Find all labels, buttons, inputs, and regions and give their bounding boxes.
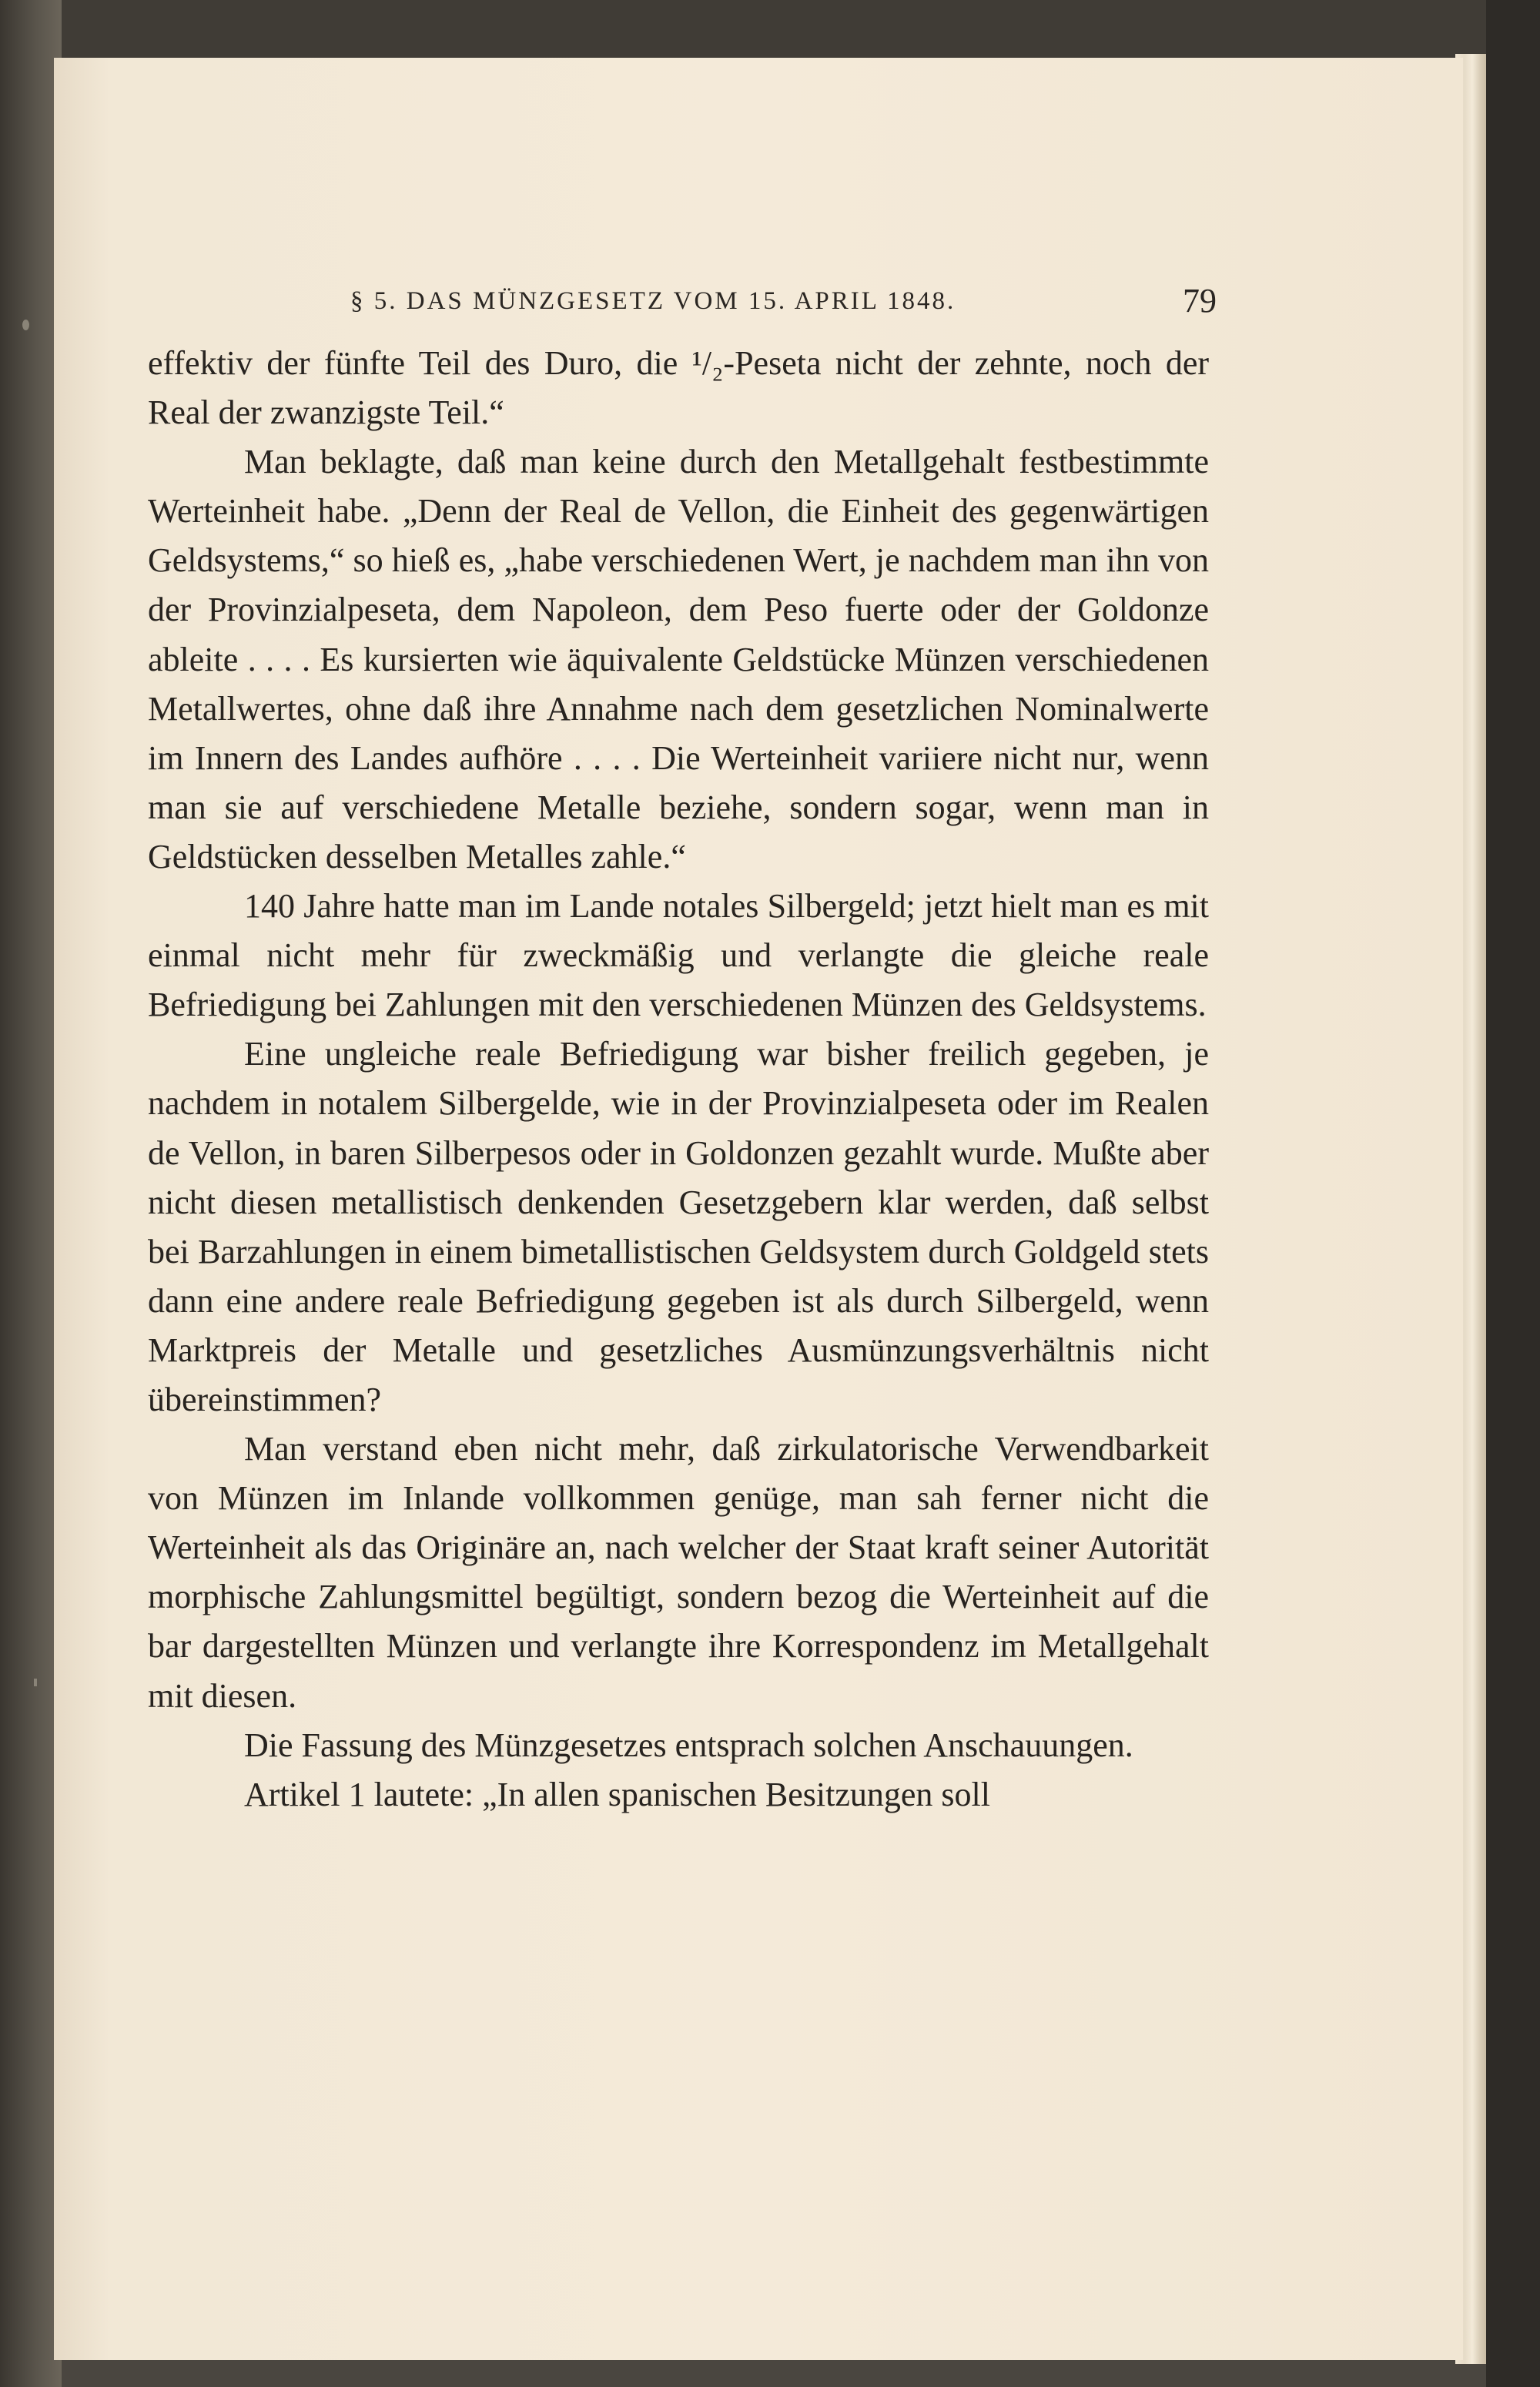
paragraph: Man verstand eben nicht mehr, daß zirkulatorische Verwendbarkeit von Münzen im Inlande vollkommen genüge, man sah ferner nicht die Werteinheit als das Originäre an, nach welcher der Staat kraft seiner Autorität morphische Zahlungsmittel begültigt, sondern bezog die Werteinheit auf die bar dargestellten Münzen und verlangte ihre Korrespondenz im Metallgehalt mit diesen. — [148, 1430, 1209, 1715]
margin-speck — [34, 1679, 37, 1686]
book-binding — [0, 0, 62, 2387]
paragraph: Eine ungleiche reale Befriedigung war bisher freilich gegeben, je nachdem in notalem Silbergelde, wie in der Provinzialpeseta oder im Realen de Vellon, in baren Silberpesos oder in Goldonzen gezahlt wurde. Mußte aber nicht diesen metallistisch denkenden Gesetzgebern klar werden, daß selbst bei Barzahlungen in einem bimetallistischen Geldsystem durch Goldgeld stets dann eine andere reale Befriedigung gegeben ist als durch Silbergeld, wenn Marktpreis der Metalle und gesetzliches Ausmünzungsverhältnis nicht übereinstimmen? — [148, 1035, 1209, 1418]
paragraph: Man beklagte, daß man keine durch den Metallgehalt festbestimmte Werteinheit habe. „Denn der Real de Vellon, die Einheit des gegenwärtigen Geldsystems,“ so hieß es, „habe verschiedenen Wert, je nachdem man ihn von der Provinzialpeseta, dem Napoleon, dem Peso fuerte oder der Goldonze ableite . . . . Es kursierten wie äquivalente Geldstücke Münzen verschiedenen Metallwertes, ohne daß ihre Annahme nach dem gesetzlichen Nominalwerte im Innern des Landes aufhöre . . . . Die Werteinheit variiere nicht nur, wenn man sie auf verschiedene Metalle beziehe, sondern sogar, wenn man in Geldstücken desselben Metalles zahle.“ — [148, 443, 1209, 875]
margin-speck — [22, 320, 29, 330]
scan-top-border — [0, 0, 1540, 62]
paragraph: effektiv der fünfte Teil des Duro, die ¹/₂-Peseta nicht der zehnte, noch der Real der zwanzigste Teil.“ — [148, 344, 1209, 432]
paragraph: 140 Jahre hatte man im Lande notales Silbergeld; jetzt hielt man es mit einmal nicht mehr für zweckmäßig und verlangte die gleiche reale Befriedigung bei Zahlungen mit den verschiedenen Münzen des Geldsystems. — [148, 887, 1209, 1024]
body-text — [148, 339, 1209, 1820]
page-header — [350, 281, 1217, 327]
running-head: § 5. DAS MÜNZGESETZ VOM 15. APRIL 1848. — [350, 287, 956, 315]
scan-right-border — [1486, 0, 1540, 2387]
paragraph: Artikel 1 lautete: „In allen spanischen Besitzungen soll — [244, 1775, 990, 1813]
paragraph: Die Fassung des Münzgesetzes entsprach solchen Anschauungen. — [244, 1726, 1133, 1764]
page-number: 79 — [1183, 282, 1217, 320]
